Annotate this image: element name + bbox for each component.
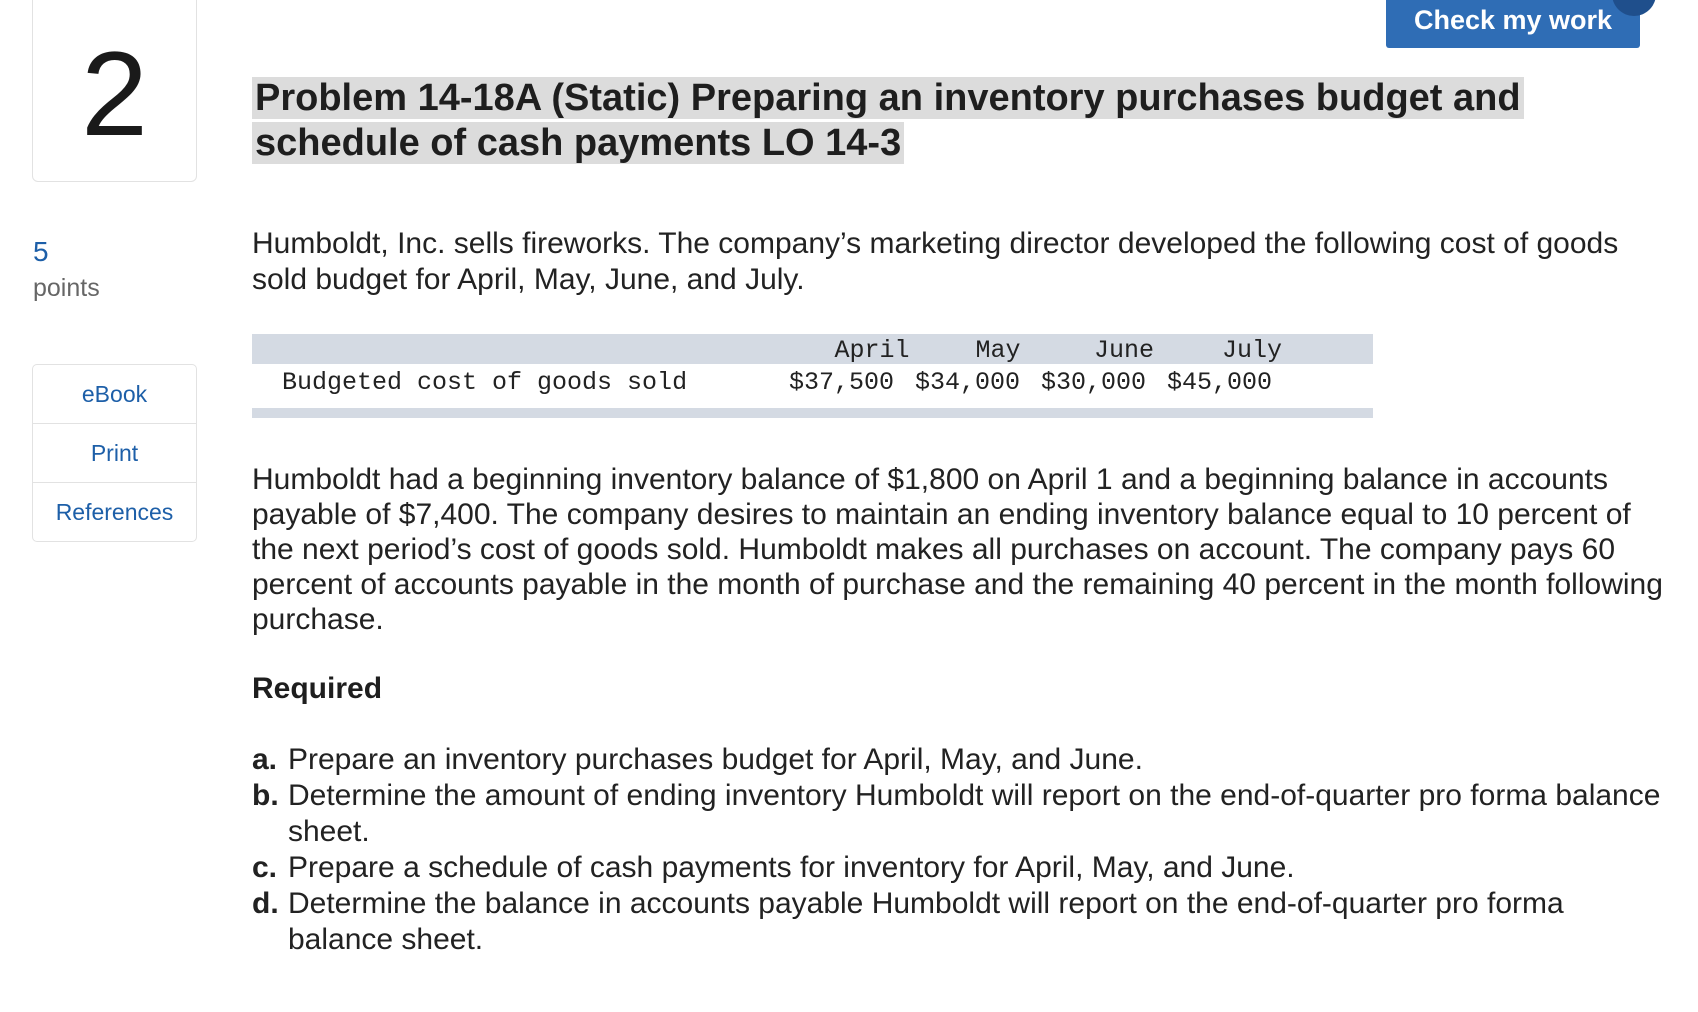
required-heading: Required bbox=[252, 672, 383, 705]
requirement-item bbox=[252, 742, 1672, 778]
points-value: 5 bbox=[33, 236, 49, 267]
requirement-text: Determine the balance in accounts payable Humboldt will report on the end-of-quarter pro forma balance sheet. bbox=[288, 887, 1564, 956]
requirements-list bbox=[252, 742, 1672, 958]
table-value-april: $37,500 bbox=[788, 368, 894, 397]
table-value-may: $34,000 bbox=[914, 368, 1020, 397]
problem-title bbox=[252, 76, 1542, 166]
points-label: points bbox=[33, 274, 100, 302]
check-my-work-button[interactable]: Check my work bbox=[1386, 0, 1640, 48]
table-header-may: May bbox=[975, 336, 1021, 365]
requirement-letter: b. bbox=[252, 779, 279, 812]
requirement-item bbox=[252, 886, 1672, 958]
references-link[interactable]: References bbox=[55, 498, 174, 525]
requirement-letter: a. bbox=[252, 743, 278, 776]
requirement-item bbox=[252, 778, 1672, 850]
question-number-box bbox=[32, 0, 197, 182]
cogs-budget-table bbox=[252, 334, 1373, 418]
problem-intro: Humboldt, Inc. sells fireworks. The company’s marketing director developed the following cost of goods sold budget for April, May, June, and July. bbox=[252, 227, 1619, 296]
ebook-link[interactable]: eBook bbox=[33, 365, 196, 424]
requirement-text: Prepare a schedule of cash payments for inventory for April, May, and June. bbox=[288, 851, 1295, 884]
resource-links bbox=[32, 364, 197, 542]
requirement-letter: d. bbox=[252, 887, 279, 920]
table-row-label: Budgeted cost of goods sold bbox=[282, 368, 688, 397]
requirement-item bbox=[252, 850, 1672, 886]
question-number: 2 bbox=[81, 27, 148, 161]
table-value-july: $45,000 bbox=[1166, 368, 1272, 397]
problem-title-text: Problem 14-18A (Static) Preparing an inventory purchases budget and schedule of cash payments LO 14-3 bbox=[252, 77, 1524, 164]
requirement-letter: c. bbox=[252, 851, 278, 884]
table-header-april: April bbox=[834, 336, 910, 365]
table-bottom-band bbox=[252, 408, 1373, 418]
print-link[interactable]: Print bbox=[33, 424, 196, 483]
table-header-july: July bbox=[1221, 336, 1282, 365]
requirement-text: Determine the amount of ending inventory Humboldt will report on the end-of-quarter pro forma balance sheet. bbox=[288, 779, 1661, 848]
table-header-june: June bbox=[1093, 336, 1154, 365]
requirement-text: Prepare an inventory purchases budget for April, May, and June. bbox=[288, 743, 1143, 776]
table-value-june: $30,000 bbox=[1040, 368, 1146, 397]
problem-details: Humboldt had a beginning inventory balance of $1,800 on April 1 and a beginning balance in accounts payable of $7,400. The company desires to maintain an ending inventory balance equal to 10 percent of the next period’s cost of goods sold. Humboldt makes all purchases on account. The company pays 60 percent of accounts payable in the month of purchase and the remaining 40 percent in the month following purchase. bbox=[252, 463, 1663, 636]
